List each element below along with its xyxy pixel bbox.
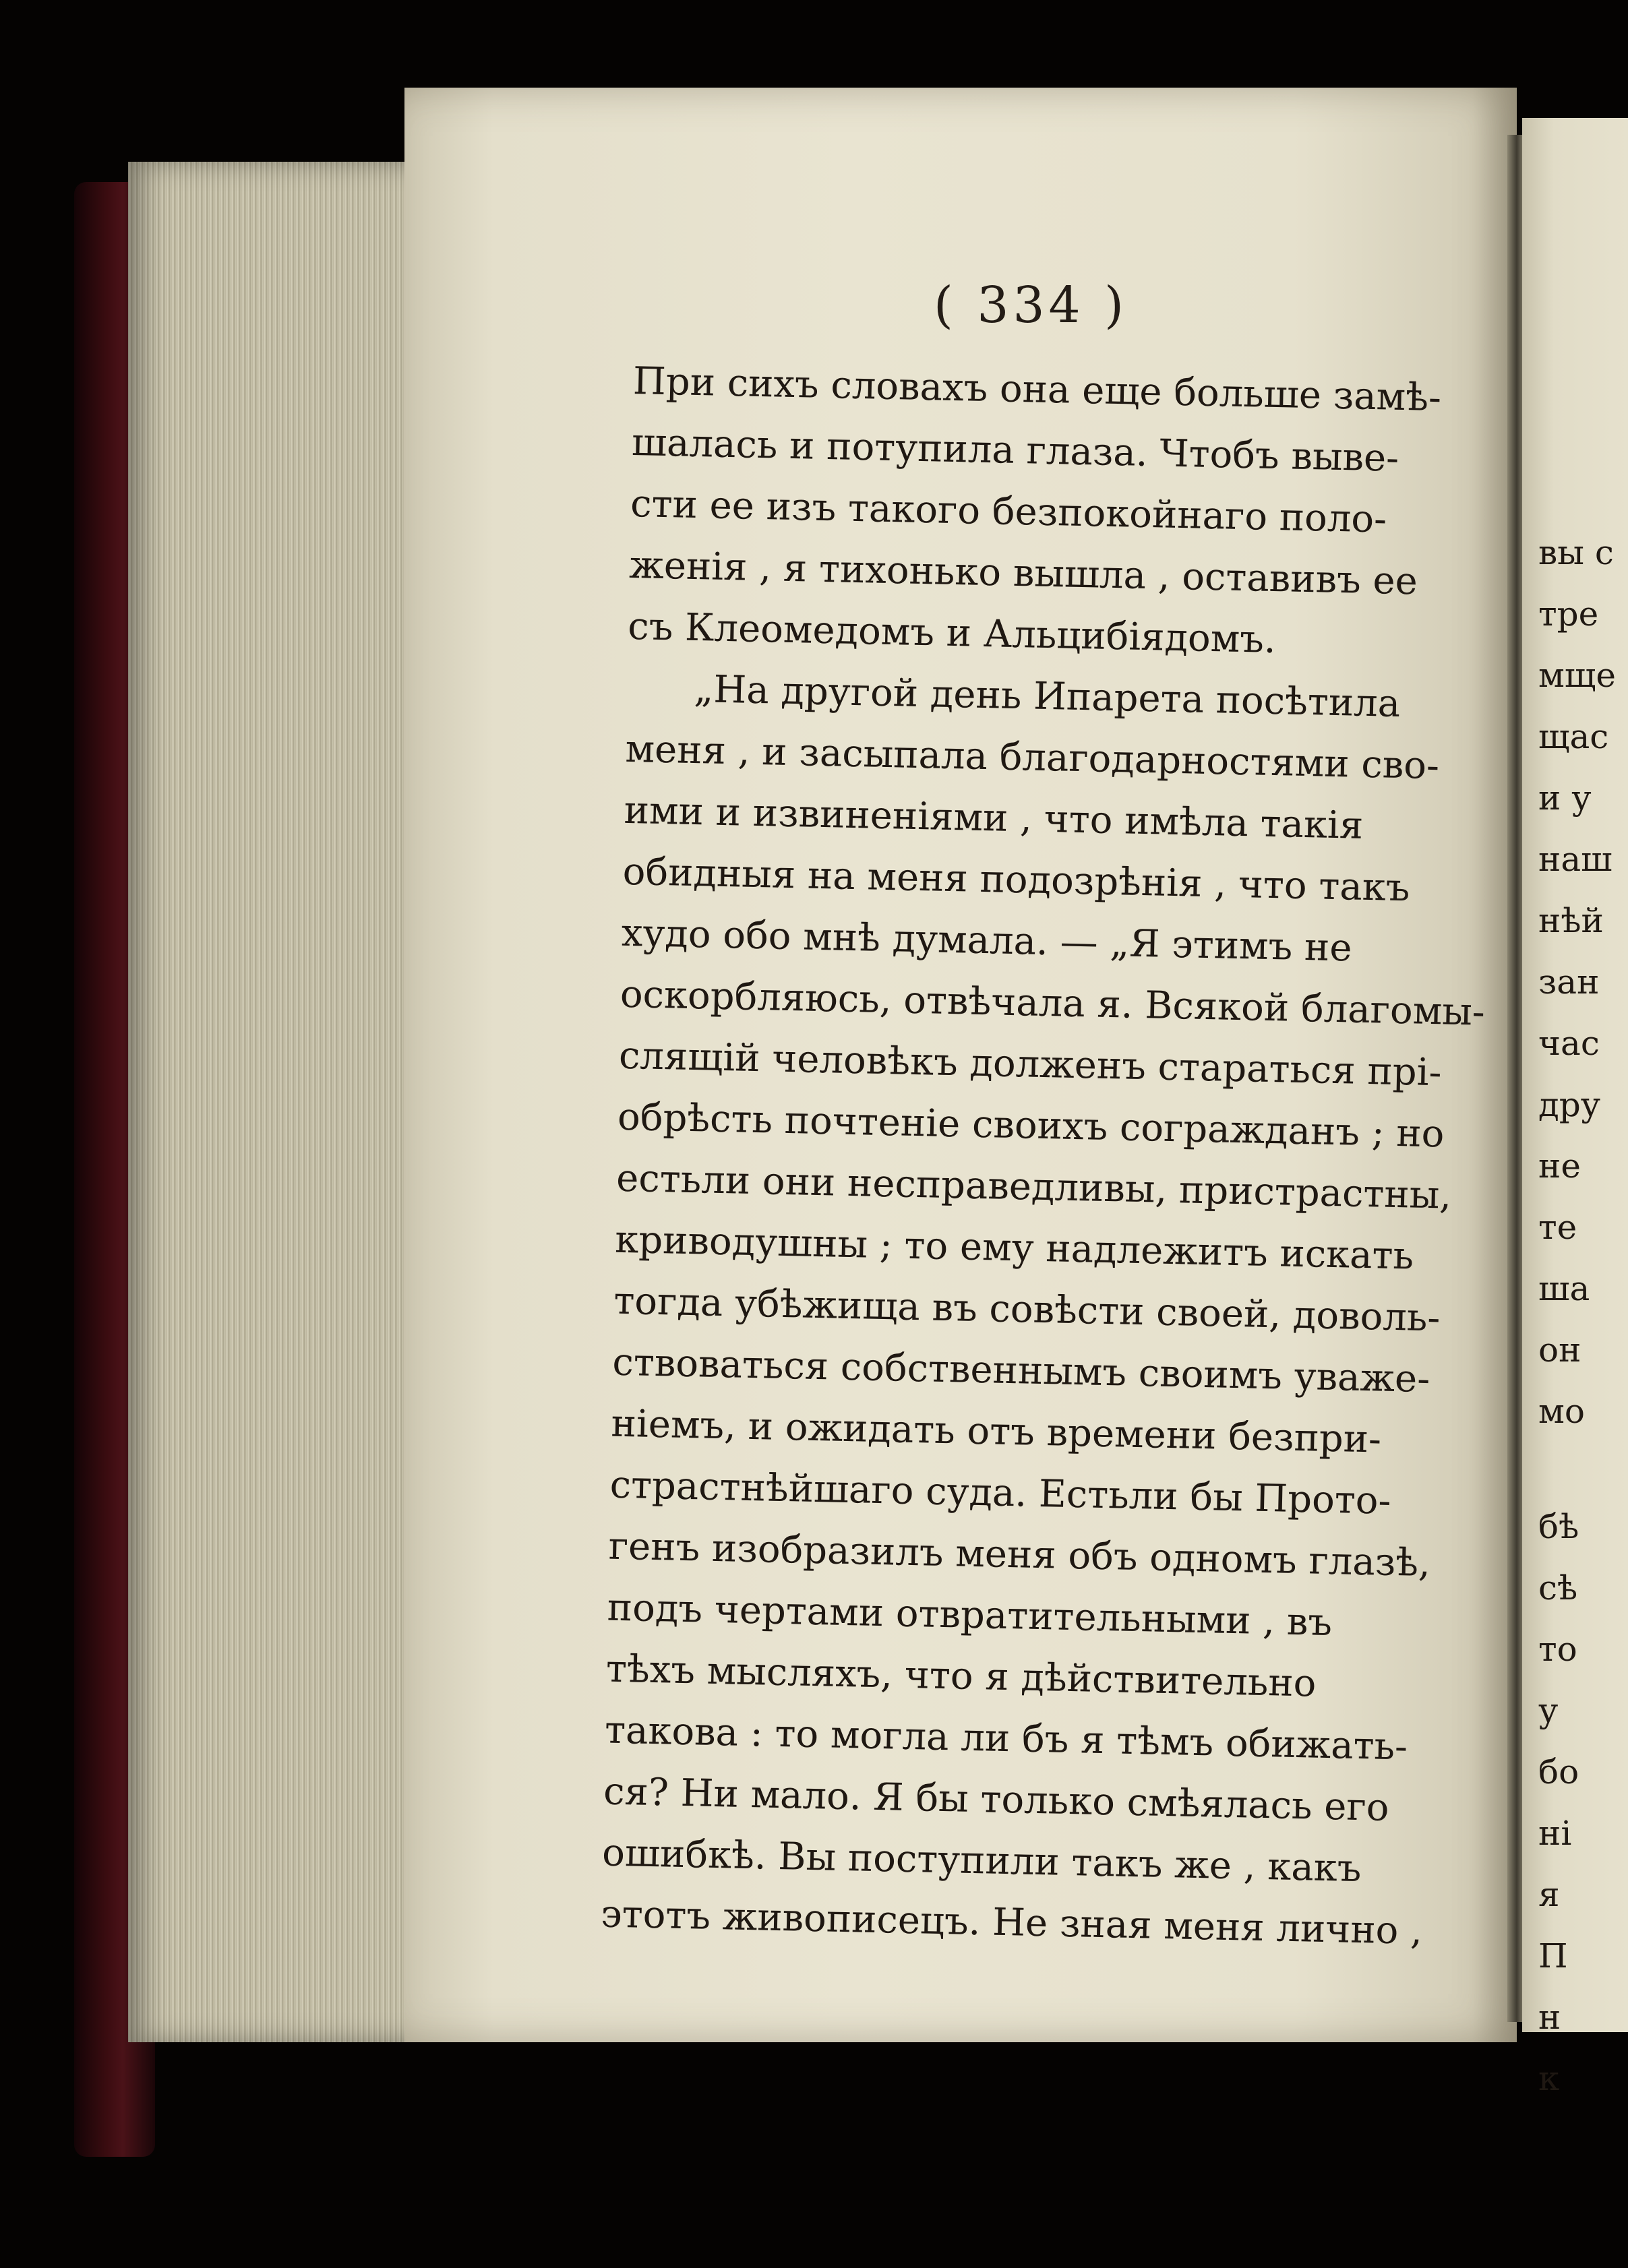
right-page-fragment: бѣ	[1538, 1507, 1579, 1546]
right-page-fragment: щас	[1538, 717, 1609, 756]
text-line: сти ее изъ такого безпокойнаго поло-	[630, 481, 1387, 542]
right-page-fragment: бо	[1538, 1752, 1579, 1791]
text-line: ніемъ, и ожидать отъ времени безпри-	[610, 1401, 1382, 1462]
right-page-fragment: то	[1538, 1630, 1577, 1669]
right-page-fragment: вы с	[1538, 533, 1614, 572]
text-line: генъ изобразилъ меня объ одномъ глазѣ,	[608, 1524, 1431, 1586]
text-line: женія , я тихонько вышла , оставивъ ее	[628, 543, 1418, 604]
text-line: подъ чертами отвратительными , въ	[607, 1585, 1333, 1645]
right-page-fragment: те	[1538, 1208, 1577, 1247]
page-text	[600, 350, 1486, 1962]
page-number: ( 334 )	[934, 276, 1128, 334]
right-page-fragment: П	[1538, 1936, 1568, 1975]
right-page-fragment: мще	[1538, 656, 1616, 695]
right-page-fragment: тре	[1538, 594, 1599, 634]
text-line: страстнѣйшаго суда. Естьли бы Прото-	[609, 1463, 1392, 1523]
right-page-fragment: зан	[1538, 962, 1600, 1002]
text-line: оскорбляюсь, отвѣчала я. Всякой благомы-	[620, 972, 1486, 1035]
page-edges	[128, 162, 438, 2042]
text-line: этотъ живописецъ. Не зная меня лично ,	[600, 1892, 1423, 1954]
text-line: При сихъ словахъ она еще больше замѣ-	[632, 359, 1442, 421]
right-page-fragment: наш	[1538, 840, 1612, 879]
text-line: ствоваться собственнымъ своимъ уваже-	[611, 1340, 1430, 1402]
text-line: тогда убѣжища въ совѣсти своей, доволь-	[613, 1279, 1441, 1341]
text-line: худо обо мнѣ думала. — „Я этимъ не	[621, 911, 1353, 971]
text-line: тѣхъ мысляхъ, что я дѣйствительно	[605, 1647, 1317, 1706]
right-page-fragment: не	[1538, 1146, 1581, 1186]
right-page-fragment: час	[1538, 1024, 1600, 1063]
text-line: ими и извиненіями , что имѣла такія	[624, 788, 1364, 848]
right-page-text	[1538, 522, 1616, 2110]
right-page-fragment: он	[1538, 1330, 1581, 1370]
right-page-fragment: дру	[1538, 1085, 1601, 1124]
right-page-fragment: я	[1538, 1875, 1560, 1914]
right-page	[1522, 118, 1628, 2098]
text-line: обидныя на меня подозрѣнія , что такъ	[622, 849, 1411, 911]
right-page-fragment: мо	[1538, 1392, 1585, 1431]
text-line: обрѣсть почтеніе своихъ согражданъ ; но	[617, 1095, 1445, 1157]
right-page-fragment: нѣй	[1538, 901, 1604, 940]
right-page-fragment: н	[1538, 1998, 1561, 2037]
text-line: съ Клеомедомъ и Альцибіядомъ.	[627, 604, 1277, 663]
text-line: ся? Ни мало. Я бы только смѣялась его	[603, 1769, 1390, 1830]
right-page-fragment: ша	[1538, 1269, 1590, 1308]
text-line: криводушны ; то ему надлежитъ искать	[614, 1217, 1414, 1279]
text-line: меня , и засыпала благодарностями сво-	[624, 727, 1440, 789]
text-line: ошибкѣ. Вы поступили такъ же , какъ	[601, 1831, 1362, 1891]
text-line: слящій человѣкъ долженъ стараться прі-	[618, 1033, 1443, 1095]
right-page-fragment: сѣ	[1538, 1568, 1578, 1607]
right-page-fragment: у	[1538, 1691, 1559, 1730]
right-page-fragment: и у	[1538, 778, 1592, 818]
right-page-fragment: к	[1538, 2059, 1560, 2098]
text-line: шалась и потупила глаза. Чтобъ выве-	[631, 420, 1399, 481]
text-line: „На другой день Ипарета посѣтила	[693, 667, 1401, 726]
text-line: естьли они несправедливы, пристрастны,	[615, 1156, 1452, 1218]
right-page-fragment: ні	[1538, 1814, 1572, 1853]
text-line: такова : то могла ли бъ я тѣмъ обижать-	[604, 1708, 1408, 1769]
